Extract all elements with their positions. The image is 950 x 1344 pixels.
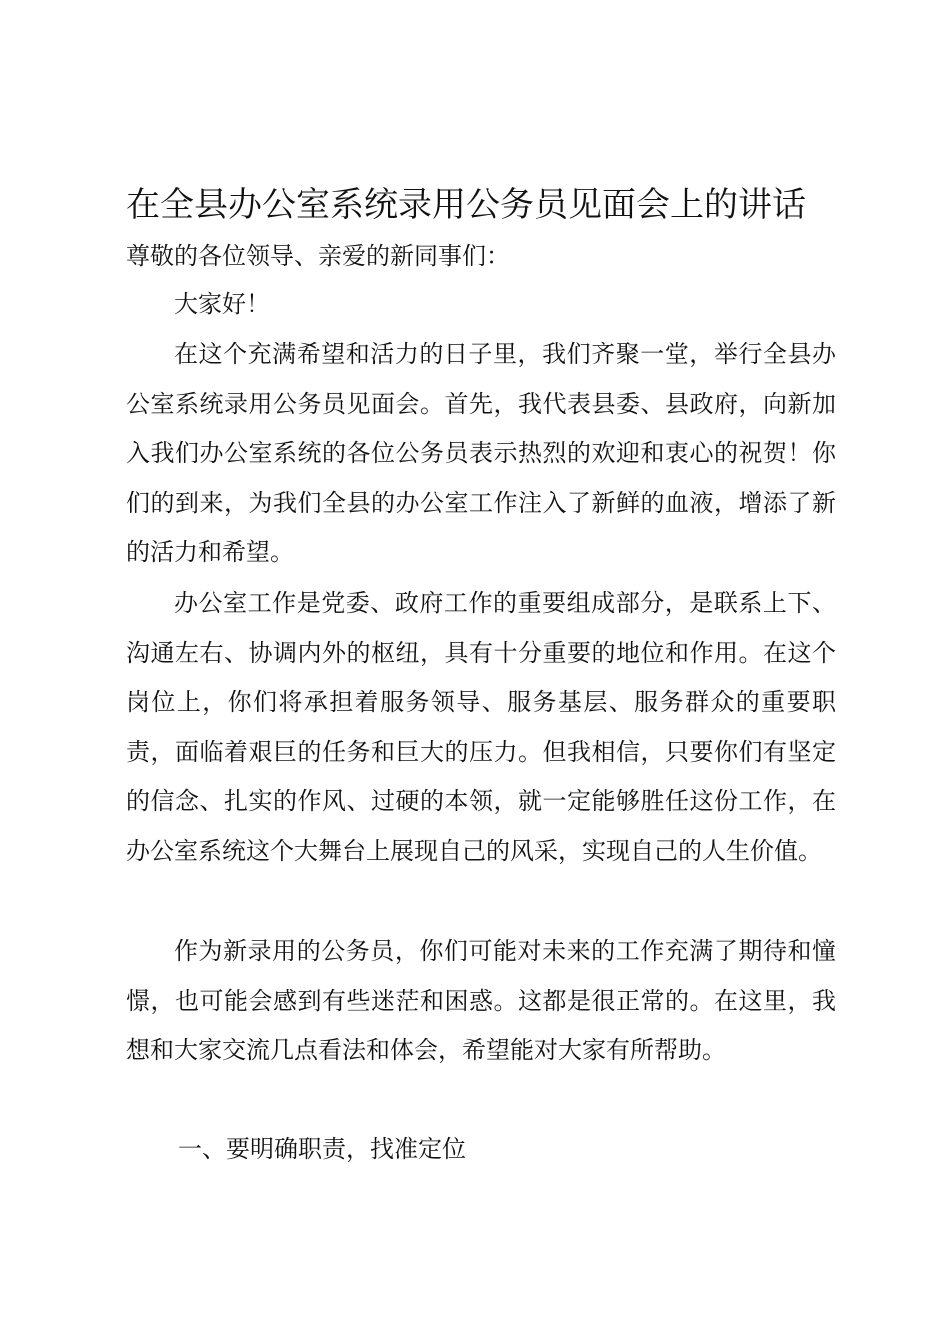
section-heading: 一、要明确职责，找准定位 xyxy=(178,1135,466,1163)
paragraph-3: 作为新录用的公务员，你们可能对未来的工作充满了期待和憧憬，也可能会感到有些迷茫和困惑。这都是很正常的。在这里，我想和大家交流几点看法和体会，希望能对大家有所帮助。 xyxy=(126,937,836,1064)
paragraph-1: 在这个充满希望和活力的日子里，我们齐聚一堂，举行全县办公室系统录用公务员见面会。首先，我代表县委、县政府，向新加入我们办公室系统的各位公务员表示热烈的欢迎和衷心的祝贺！你们的到来，为我们全县的办公室工作注入了新鲜的血液，增添了新的活力和希望。 xyxy=(126,340,836,566)
paragraph-2: 办公室工作是党委、政府工作的重要组成部分，是联系上下、沟通左右、协调内外的枢纽，具有十分重要的地位和作用。在这个岗位上，你们将承担着服务领导、服务基层、服务群众的重要职责，面临着艰巨的任务和巨大的压力。但我相信，只要你们有坚定的信念、扎实的作风、过硬的本领，就一定能够胜任这份工作，在办公室系统这个大舞台上展现自己的风采，实现自己的人生价值。 xyxy=(126,589,836,865)
document-title: 在全县办公室系统录用公务员见面会上的讲话 xyxy=(126,185,806,225)
salutation: 尊敬的各位领导、亲爱的新同事们： xyxy=(126,242,510,270)
greeting: 大家好！ xyxy=(174,290,270,318)
